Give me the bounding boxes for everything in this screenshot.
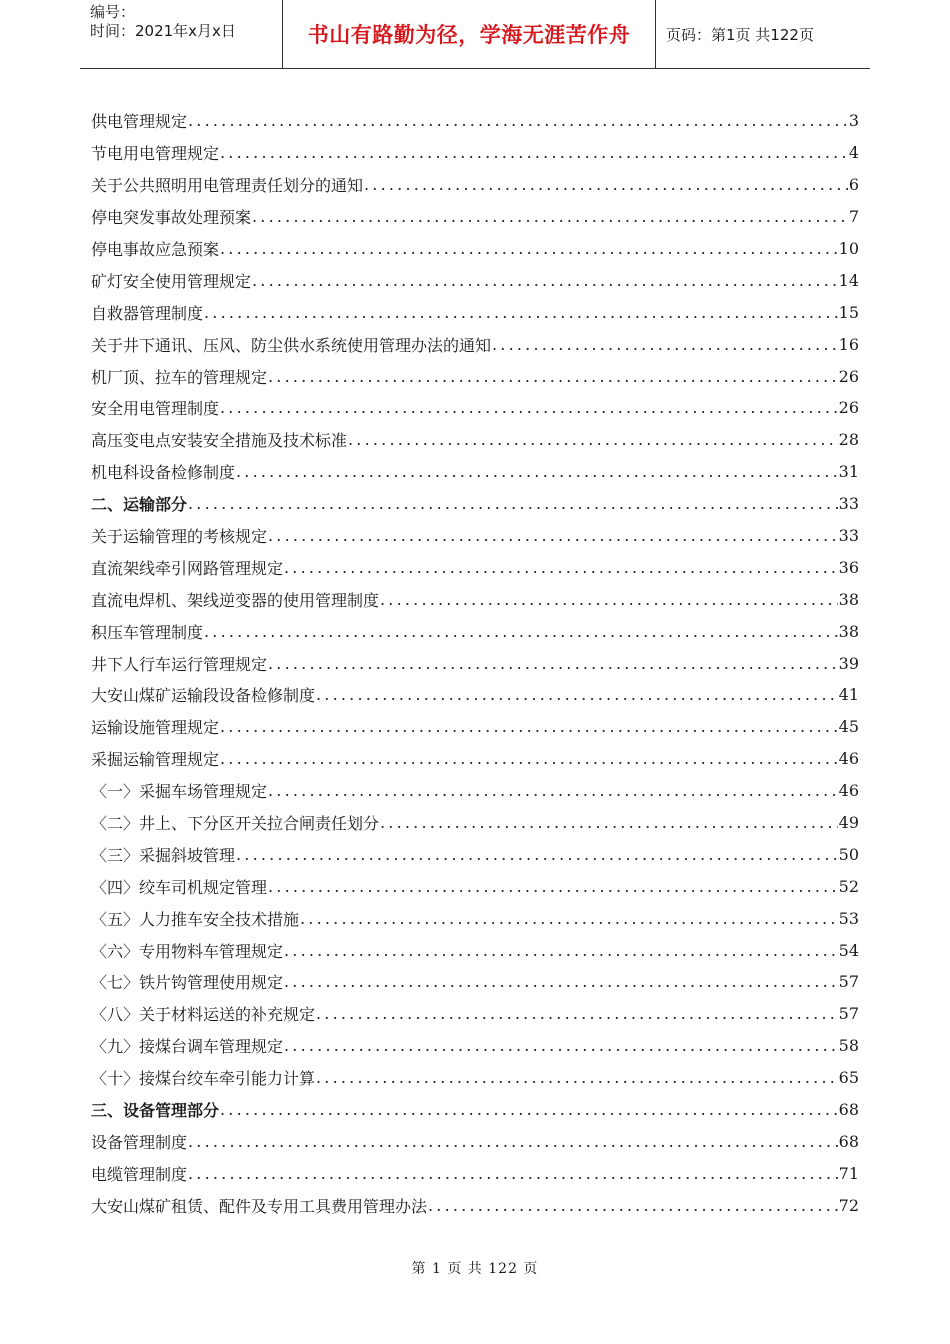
toc-entry[interactable] bbox=[91, 1126, 859, 1158]
toc-entry[interactable] bbox=[91, 1094, 859, 1126]
page-footer: 第 1 页 共 122 页 bbox=[411, 1261, 539, 1277]
toc-leader-dots bbox=[380, 813, 838, 832]
toc-entry-page: 54 bbox=[838, 940, 859, 960]
toc-entry-page: 6 bbox=[848, 175, 859, 195]
toc-entry-page: 39 bbox=[838, 653, 859, 673]
toc-leader-dots bbox=[236, 462, 838, 481]
toc-entry[interactable] bbox=[91, 201, 859, 233]
toc-entry[interactable] bbox=[91, 137, 859, 169]
toc-entry-page: 41 bbox=[838, 685, 859, 705]
toc-entry-page: 57 bbox=[838, 972, 859, 992]
toc-entry[interactable] bbox=[91, 551, 859, 583]
toc-entry[interactable] bbox=[91, 169, 859, 201]
toc-entry-title: 采掘运输管理规定 bbox=[91, 750, 220, 770]
toc-entry[interactable] bbox=[91, 615, 859, 647]
toc-entry-title: 机电科设备检修制度 bbox=[91, 463, 236, 483]
toc-entry-title: 矿灯安全使用管理规定 bbox=[91, 271, 252, 291]
toc-entry-page: 16 bbox=[838, 334, 859, 354]
toc-leader-dots bbox=[268, 367, 838, 386]
toc-leader-dots bbox=[284, 1036, 838, 1055]
document-number-label: 编号： bbox=[90, 3, 136, 21]
toc-leader-dots bbox=[204, 303, 838, 322]
toc-entry[interactable] bbox=[91, 233, 859, 265]
toc-entry[interactable] bbox=[91, 1189, 859, 1221]
toc-leader-dots bbox=[188, 494, 838, 513]
toc-entry-page: 38 bbox=[838, 589, 859, 609]
toc-entry-title: 〈一〉采掘车场管理规定 bbox=[91, 782, 268, 802]
toc-entry[interactable] bbox=[91, 1030, 859, 1062]
toc-entry-title: 〈十〉接煤台绞车牵引能力计算 bbox=[91, 1069, 316, 1089]
toc-entry[interactable] bbox=[91, 775, 859, 807]
toc-entry-title: 供电管理规定 bbox=[91, 112, 188, 132]
toc-entry-title: 关于公共照明用电管理责任划分的通知 bbox=[91, 176, 364, 196]
toc-entry[interactable] bbox=[91, 807, 859, 839]
toc-entry[interactable] bbox=[91, 838, 859, 870]
toc-entry-title: 直流电焊机、架线逆变器的使用管理制度 bbox=[91, 590, 380, 610]
toc-entry-page: 65 bbox=[838, 1068, 859, 1088]
toc-entry-title: 运输设施管理规定 bbox=[91, 718, 220, 738]
toc-entry-page: 7 bbox=[848, 207, 859, 227]
toc-leader-dots bbox=[492, 335, 838, 354]
toc-entry-page: 45 bbox=[838, 717, 859, 737]
toc-leader-dots bbox=[428, 1196, 838, 1215]
toc-entry-title: 直流架线牵引网路管理规定 bbox=[91, 558, 284, 578]
toc-entry[interactable] bbox=[91, 966, 859, 998]
toc-entry-title: 〈四〉绞车司机规定管理 bbox=[91, 877, 268, 897]
toc-entry[interactable] bbox=[91, 679, 859, 711]
toc-entry-page: 72 bbox=[838, 1195, 859, 1215]
table-of-contents bbox=[91, 105, 859, 1221]
toc-leader-dots bbox=[220, 239, 838, 258]
toc-entry-title: 关于井下通讯、压风、防尘供水系统使用管理办法的通知 bbox=[91, 335, 492, 355]
toc-entry-title: 关于运输管理的考核规定 bbox=[91, 527, 268, 547]
header-meta bbox=[80, 0, 282, 68]
toc-entry[interactable] bbox=[91, 424, 859, 456]
toc-entry[interactable] bbox=[91, 105, 859, 137]
toc-leader-dots bbox=[268, 526, 838, 545]
toc-entry-page: 14 bbox=[838, 270, 859, 290]
toc-entry[interactable] bbox=[91, 456, 859, 488]
toc-entry[interactable] bbox=[91, 934, 859, 966]
toc-leader-dots bbox=[188, 111, 848, 130]
toc-entry[interactable] bbox=[91, 264, 859, 296]
header-page-info: 页码：第1页 共122页 bbox=[666, 25, 814, 44]
toc-entry-title: 〈五〉人力推车安全技术措施 bbox=[91, 909, 300, 929]
toc-entry[interactable] bbox=[91, 743, 859, 775]
toc-entry-page: 33 bbox=[838, 526, 859, 546]
toc-entry-title: 设备管理制度 bbox=[91, 1132, 188, 1152]
toc-entry-title: 大安山煤矿租赁、配件及专用工具费用管理办法 bbox=[91, 1196, 428, 1216]
toc-leader-dots bbox=[268, 654, 838, 673]
toc-entry-page: 26 bbox=[838, 398, 859, 418]
toc-leader-dots bbox=[204, 622, 838, 641]
toc-entry-title: 〈七〉铁片钩管理使用规定 bbox=[91, 973, 284, 993]
toc-entry-title: 自救器管理制度 bbox=[91, 303, 204, 323]
header-motto: 书山有路勤为径，学海无涯苦作舟 bbox=[307, 23, 631, 47]
toc-entry-page: 71 bbox=[838, 1163, 859, 1183]
toc-entry-title: 节电用电管理规定 bbox=[91, 144, 220, 164]
toc-leader-dots bbox=[348, 430, 838, 449]
toc-entry-page: 38 bbox=[838, 621, 859, 641]
toc-entry[interactable] bbox=[91, 1062, 859, 1094]
toc-leader-dots bbox=[364, 175, 848, 194]
toc-entry-page: 68 bbox=[838, 1131, 859, 1151]
toc-entry-page: 33 bbox=[838, 494, 859, 514]
toc-entry[interactable] bbox=[91, 583, 859, 615]
toc-entry-title: 高压变电点安装安全措施及技术标准 bbox=[91, 431, 348, 451]
toc-entry-page: 57 bbox=[838, 1004, 859, 1024]
toc-entry-page: 53 bbox=[838, 908, 859, 928]
toc-leader-dots bbox=[252, 271, 838, 290]
toc-leader-dots bbox=[380, 590, 838, 609]
toc-entry-page: 46 bbox=[838, 781, 859, 801]
toc-entry[interactable] bbox=[91, 647, 859, 679]
toc-leader-dots bbox=[316, 1004, 838, 1023]
toc-entry[interactable] bbox=[91, 328, 859, 360]
toc-entry[interactable] bbox=[91, 520, 859, 552]
toc-entry[interactable] bbox=[91, 711, 859, 743]
toc-entry-page: 10 bbox=[838, 239, 859, 258]
toc-entry-title: 安全用电管理制度 bbox=[91, 399, 220, 419]
toc-entry-page: 31 bbox=[838, 462, 859, 482]
toc-entry[interactable] bbox=[91, 998, 859, 1030]
toc-entry[interactable] bbox=[91, 488, 859, 520]
toc-entry-title: 大安山煤矿运输段设备检修制度 bbox=[91, 686, 316, 706]
toc-entry-page: 26 bbox=[838, 366, 859, 386]
toc-leader-dots bbox=[220, 1100, 838, 1119]
toc-entry-title: 停电突发事故处理预案 bbox=[91, 208, 252, 228]
toc-entry-page: 52 bbox=[838, 876, 859, 896]
toc-leader-dots bbox=[316, 1068, 838, 1087]
toc-leader-dots bbox=[316, 685, 838, 704]
toc-entry-page: 4 bbox=[848, 143, 859, 163]
toc-entry-title: 停电事故应急预案 bbox=[91, 240, 220, 259]
toc-entry-page: 3 bbox=[848, 111, 859, 131]
toc-entry-title: 井下人行车运行管理规定 bbox=[91, 654, 268, 674]
toc-leader-dots bbox=[268, 781, 838, 800]
toc-entry-title: 〈六〉专用物料车管理规定 bbox=[91, 941, 284, 961]
toc-leader-dots bbox=[220, 717, 838, 736]
toc-leader-dots bbox=[284, 558, 838, 577]
toc-leader-dots bbox=[188, 1132, 838, 1151]
toc-entry-title: 〈八〉关于材料运送的补充规定 bbox=[91, 1005, 316, 1025]
toc-leader-dots bbox=[188, 1164, 838, 1183]
toc-entry-page: 68 bbox=[838, 1100, 859, 1120]
toc-entry-title: 〈三〉采掘斜坡管理 bbox=[91, 845, 236, 865]
toc-leader-dots bbox=[284, 941, 838, 960]
toc-leader-dots bbox=[220, 749, 838, 768]
toc-leader-dots bbox=[220, 398, 838, 417]
toc-entry-title: 〈二〉井上、下分区开关拉合闸责任划分 bbox=[91, 814, 380, 834]
toc-entry-page: 28 bbox=[838, 430, 859, 450]
document-time: 时间：2021年x月x日 bbox=[90, 22, 236, 40]
toc-leader-dots bbox=[252, 207, 848, 226]
toc-entry-title: 机厂顶、拉车的管理规定 bbox=[91, 367, 268, 387]
toc-entry-page: 36 bbox=[838, 557, 859, 577]
toc-entry[interactable] bbox=[91, 902, 859, 934]
toc-entry-page: 49 bbox=[838, 813, 859, 833]
page-header bbox=[80, 0, 870, 69]
toc-entry-title: 〈九〉接煤台调车管理规定 bbox=[91, 1037, 284, 1057]
toc-entry-title: 二、运输部分 bbox=[91, 495, 188, 515]
toc-entry-title: 三、设备管理部分 bbox=[91, 1101, 220, 1121]
toc-entry[interactable] bbox=[91, 360, 859, 392]
toc-leader-dots bbox=[220, 143, 848, 162]
toc-entry-page: 15 bbox=[838, 302, 859, 322]
toc-entry-title: 积压车管理制度 bbox=[91, 622, 204, 642]
toc-entry[interactable] bbox=[91, 1157, 859, 1189]
header-motto-cell bbox=[282, 0, 656, 68]
toc-entry-page: 58 bbox=[838, 1036, 859, 1056]
toc-leader-dots bbox=[236, 845, 838, 864]
toc-leader-dots bbox=[284, 972, 838, 991]
toc-entry[interactable] bbox=[91, 870, 859, 902]
toc-leader-dots bbox=[268, 877, 838, 896]
toc-entry-page: 50 bbox=[838, 844, 859, 864]
toc-entry[interactable] bbox=[91, 296, 859, 328]
toc-leader-dots bbox=[300, 909, 838, 928]
toc-entry-title: 电缆管理制度 bbox=[91, 1164, 188, 1184]
toc-entry[interactable] bbox=[91, 392, 859, 424]
toc-entry-page: 46 bbox=[838, 749, 859, 769]
